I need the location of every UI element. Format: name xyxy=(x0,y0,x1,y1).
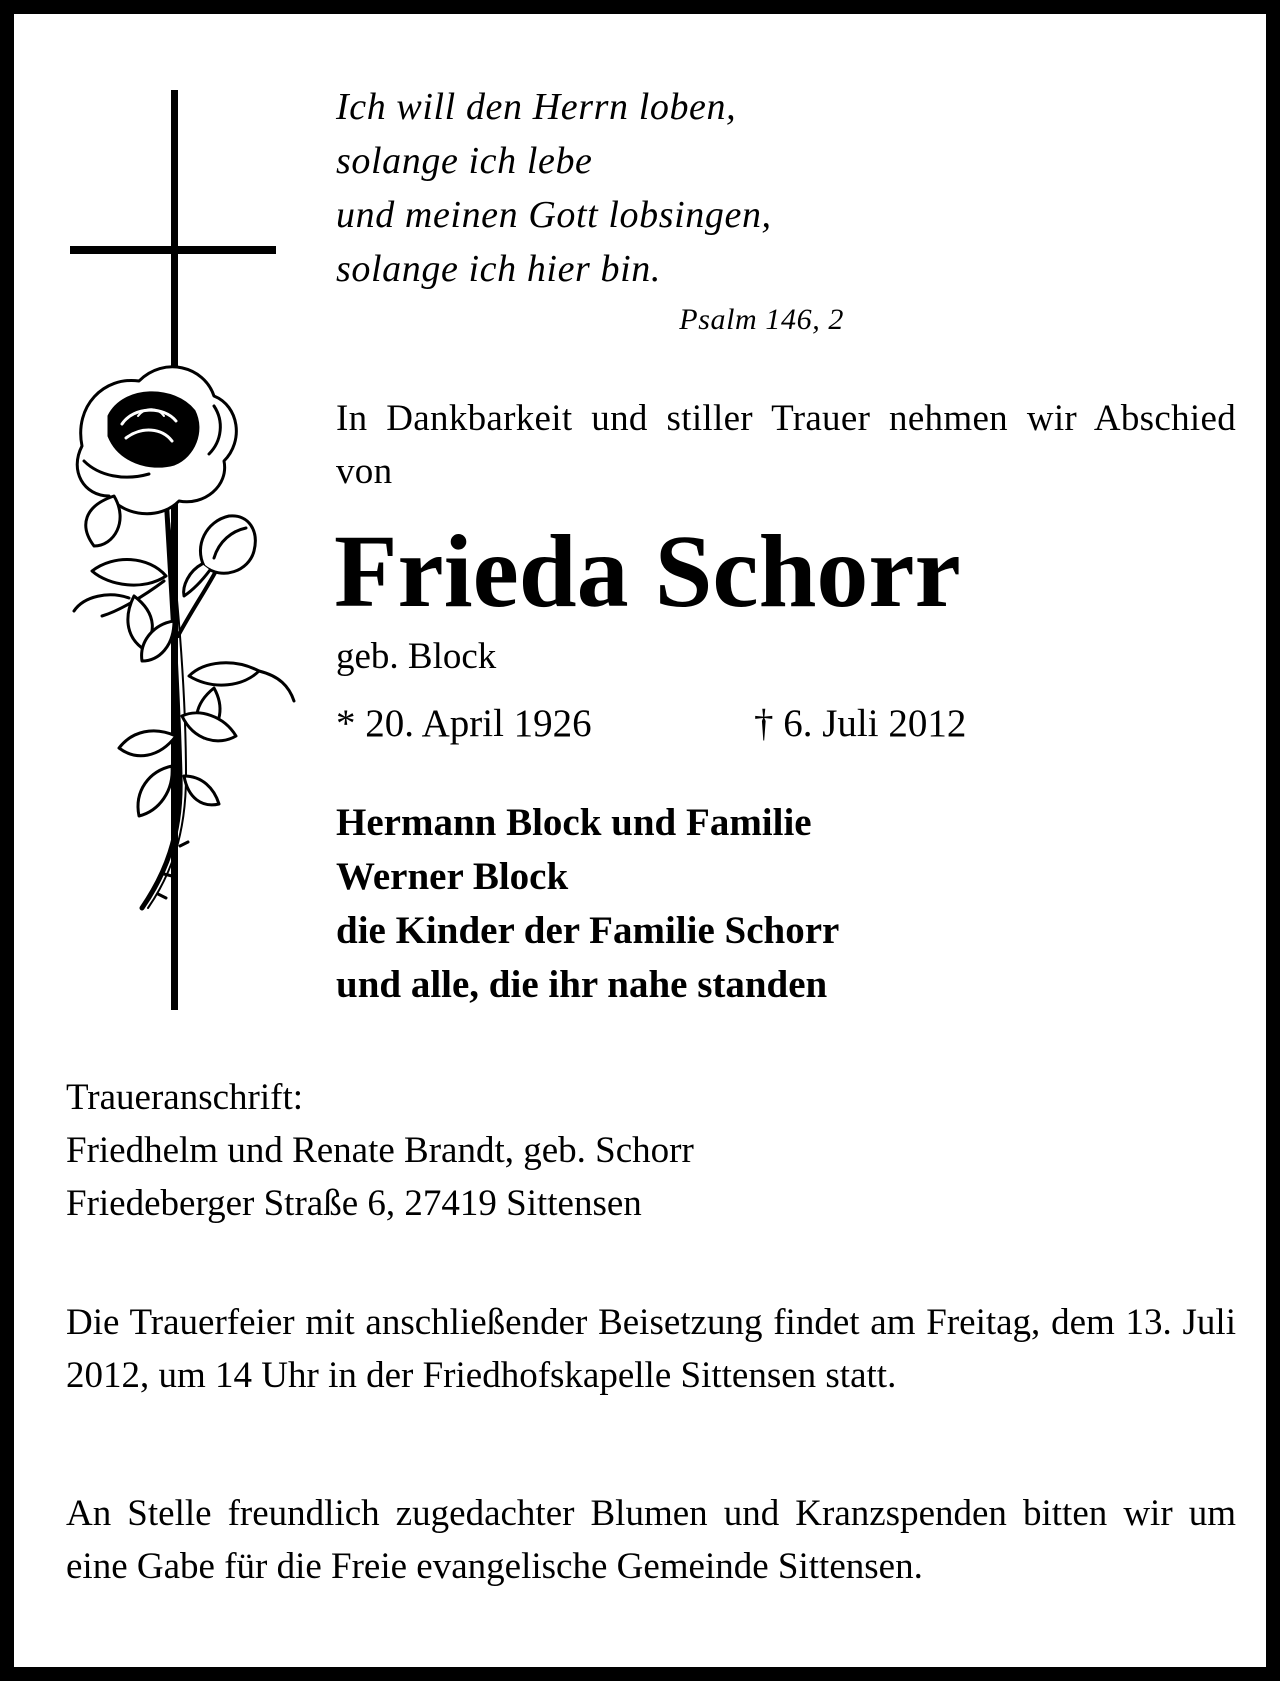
maiden-name: geb. Block xyxy=(336,636,497,677)
funeral-notice: Die Trauerfeier mit anschließender Beisetzung findet am Freitag, dem 13. Juli 2012, um 14 Uhr in der Friedhofskapelle Sittensen statt. xyxy=(66,1302,1236,1396)
psalm-line: solange ich hier bin. xyxy=(336,248,662,290)
cross-with-rose-illustration xyxy=(54,76,314,1016)
life-dates xyxy=(336,699,967,749)
psalm-reference: Psalm 146, 2 xyxy=(679,303,844,336)
deceased-name: Frieda Schorr xyxy=(334,514,961,629)
psalm-line: solange ich lebe xyxy=(336,140,593,182)
mourning-address xyxy=(66,1071,694,1230)
intro-text: In Dankbarkeit und stiller Trauer nehmen wir Abschied von xyxy=(336,398,1236,492)
rose-icon xyxy=(74,367,294,908)
mourner-line: Werner Block xyxy=(336,855,569,898)
mourner-line: Hermann Block und Familie xyxy=(336,801,812,844)
psalm-line: Ich will den Herrn loben, xyxy=(336,86,737,128)
address-line: Friedeberger Straße 6, 27419 Sittensen xyxy=(66,1183,642,1224)
donation-notice: An Stelle freundlich zugedachter Blumen und Kranzspenden bitten wir um eine Gabe für die Freie evangelische Gemeinde Sittensen. xyxy=(66,1493,1236,1587)
psalm-verse xyxy=(336,80,896,342)
mourner-line: die Kinder der Familie Schorr xyxy=(336,909,840,952)
birth-date: * 20. April 1926 xyxy=(336,702,592,745)
mourners-list xyxy=(336,796,839,1012)
psalm-line: und meinen Gott lobsingen, xyxy=(336,194,772,236)
death-date: † 6. Juli 2012 xyxy=(754,702,967,745)
address-line: Friedhelm und Renate Brandt, geb. Schorr xyxy=(66,1130,694,1171)
address-label: Traueranschrift: xyxy=(66,1077,304,1118)
mourner-line: und alle, die ihr nahe standen xyxy=(336,963,828,1006)
